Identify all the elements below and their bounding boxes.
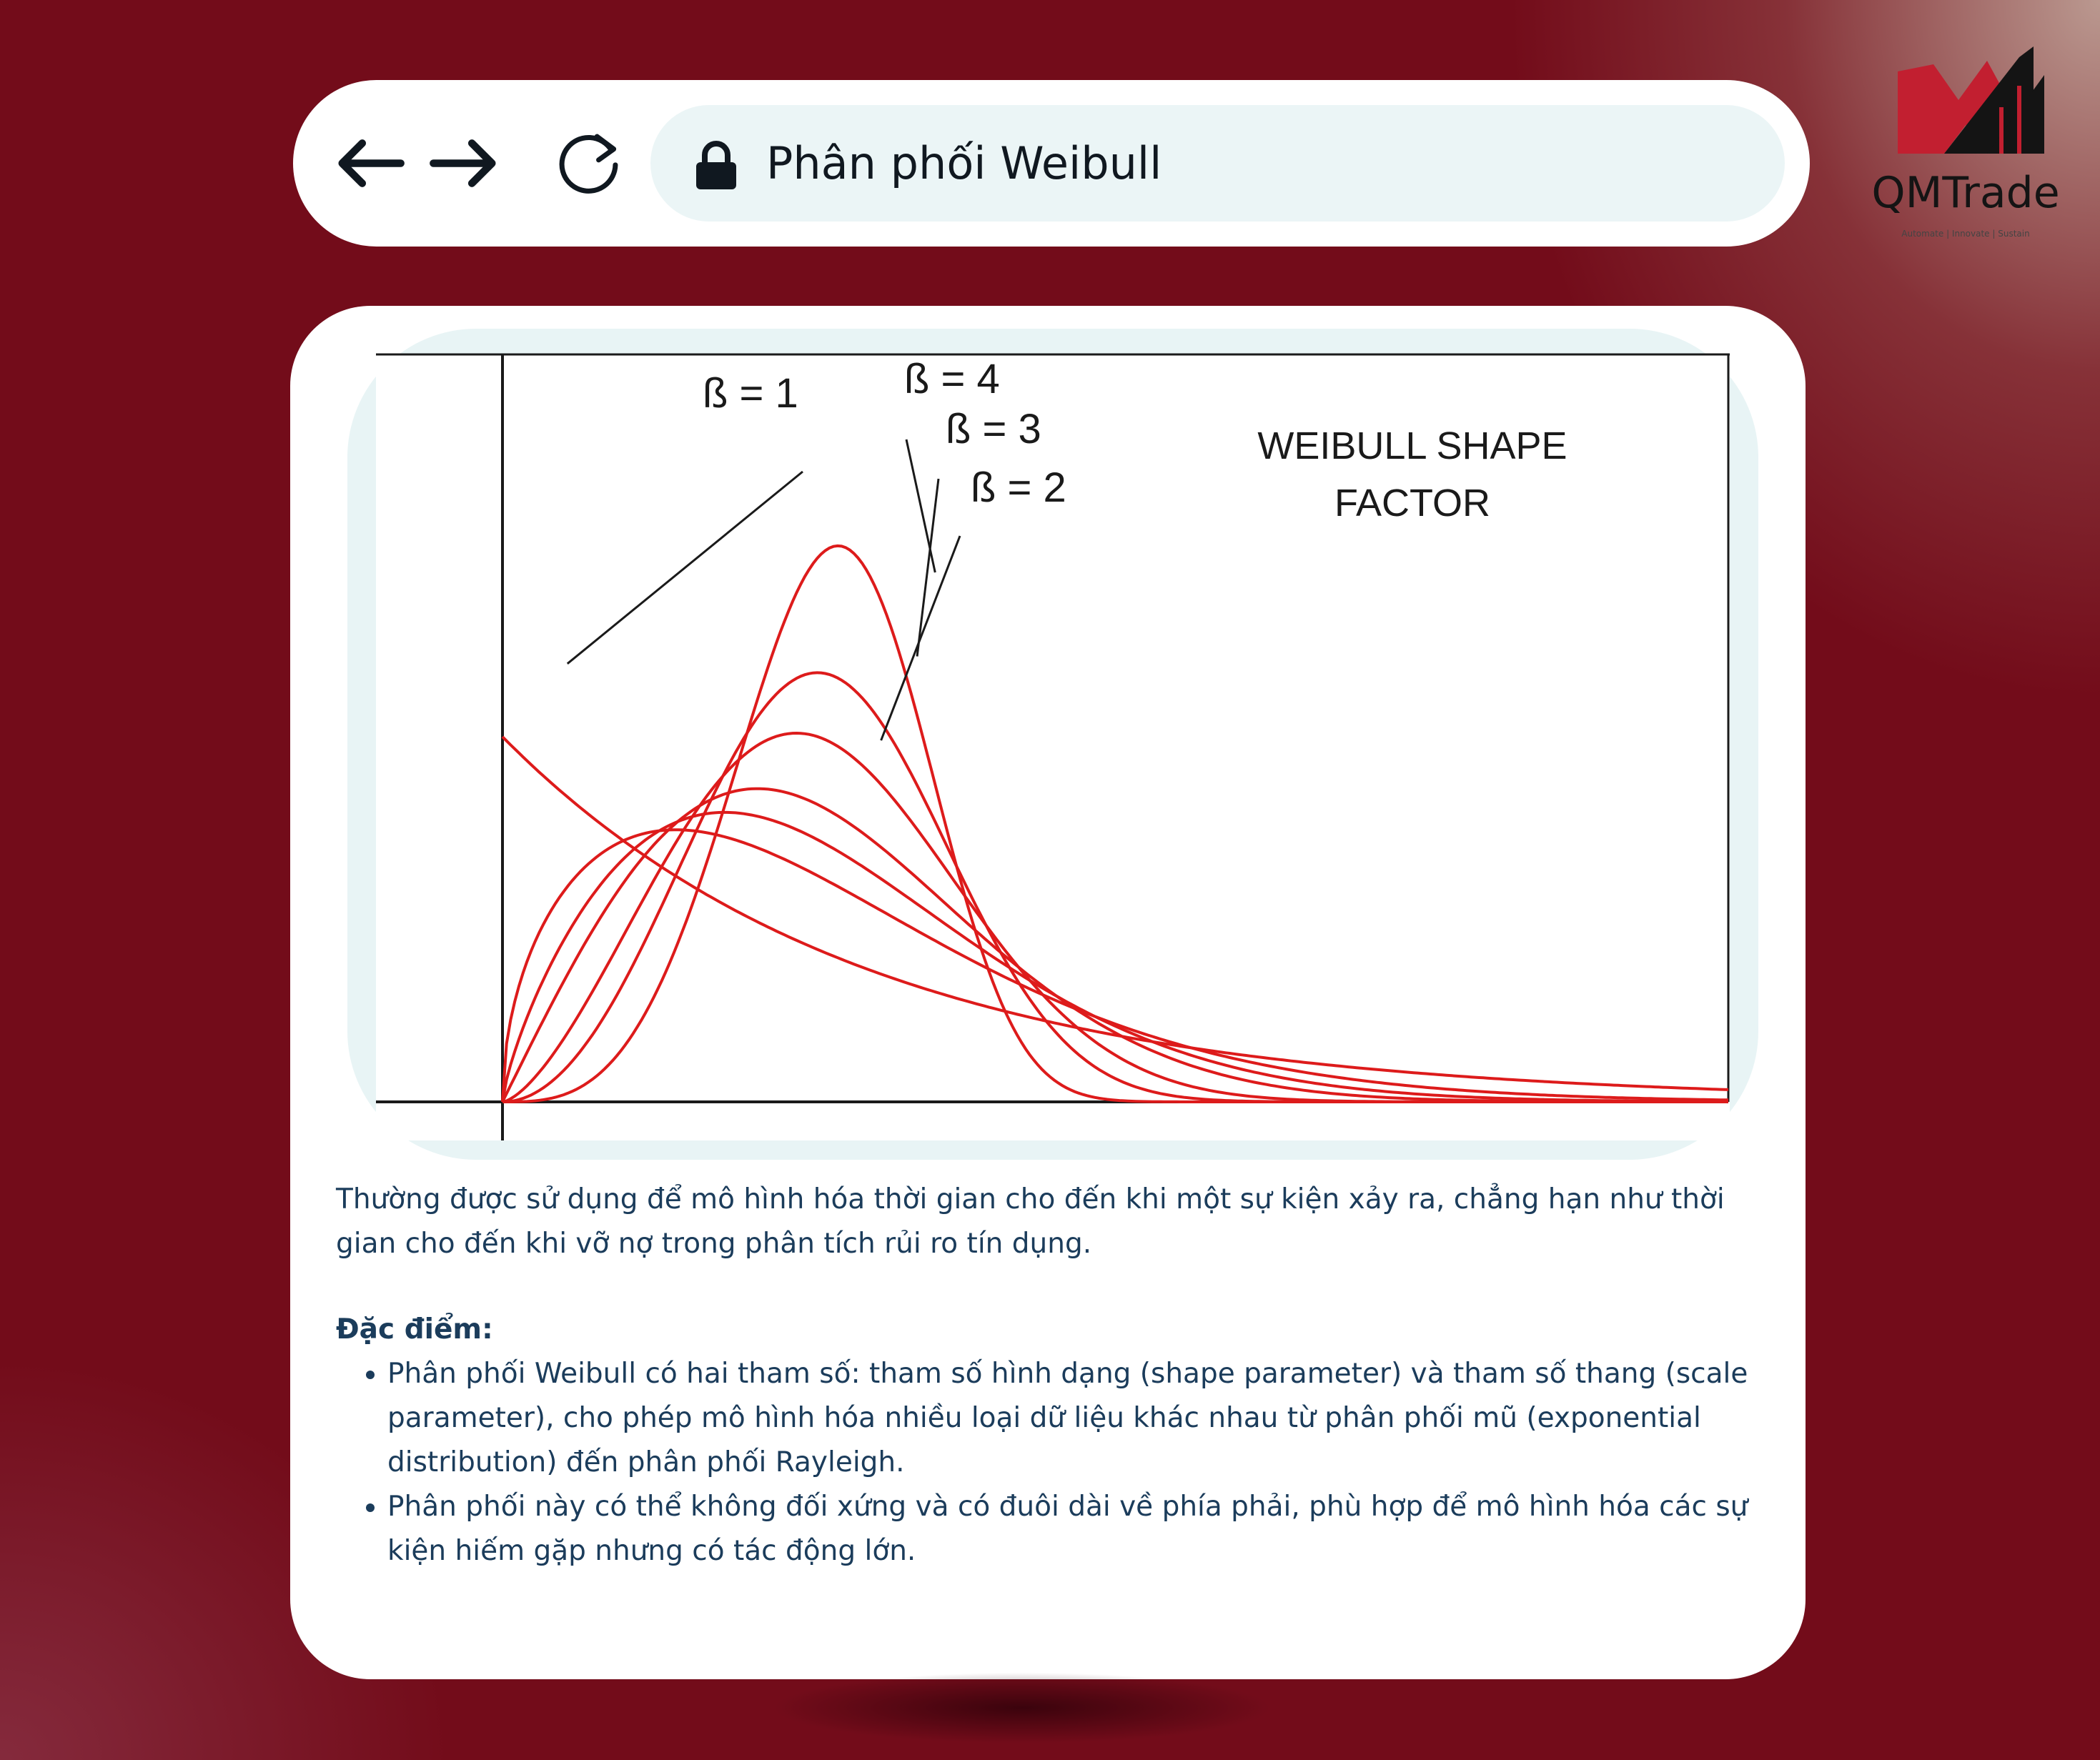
feature-item: • Phân phối Weibull có hai tham số: tham số hình dạng (shape parameter) và tham số thang (scale parameter), cho phép mô hình hóa nhiều loại dữ liệu khác nhau từ phân phối mũ (exponential distribution) đến phân phối Rayleigh.	[387, 1352, 1803, 1485]
logo-name: QMTrade	[1871, 168, 2060, 218]
annotation-label-shape-2: ß = 2	[971, 464, 1066, 511]
weibull-chart	[347, 329, 1758, 1160]
browser-bar	[293, 80, 1810, 247]
features-heading: Đặc điểm:	[336, 1313, 493, 1346]
chart-title-line-1: WEIBULL SHAPE	[1257, 424, 1567, 467]
chart-frame	[347, 329, 1758, 1160]
address-text: Phân phối Weibull	[766, 137, 1162, 189]
features-list	[336, 1352, 1803, 1573]
card-shadow	[772, 1672, 1272, 1744]
qmtrade-logo	[1858, 43, 2073, 243]
logo-tagline: Automate | Innovate | Sustain	[1901, 229, 2030, 239]
content-card	[290, 306, 1806, 1679]
annotation-label-shape-4: ß = 4	[904, 356, 1000, 402]
address-bar[interactable]	[650, 105, 1785, 222]
reload-icon[interactable]	[547, 121, 630, 205]
logo-mark-icon	[1894, 43, 2051, 157]
feature-item: • Phân phối này có thể không đối xứng và có đuôi dài về phía phải, phù hợp để mô hình hóa các sự kiện hiếm gặp nhưng có tác động lớn.	[387, 1485, 1803, 1573]
description-text: Thường được sử dụng để mô hình hóa thời gian cho đến khi một sự kiện xảy ra, chẳng hạn như thời gian cho đến khi vỡ nợ trong phân tích rủi ro tín dụng.	[336, 1183, 1725, 1260]
chart-title-line-2: FACTOR	[1334, 482, 1491, 524]
annotation-label-shape-1: ß = 1	[703, 370, 798, 417]
arrow-left-icon[interactable]	[329, 121, 412, 205]
arrow-right-icon[interactable]	[422, 121, 505, 205]
annotation-label-shape-3: ß = 3	[946, 406, 1041, 452]
lock-icon	[693, 141, 739, 191]
